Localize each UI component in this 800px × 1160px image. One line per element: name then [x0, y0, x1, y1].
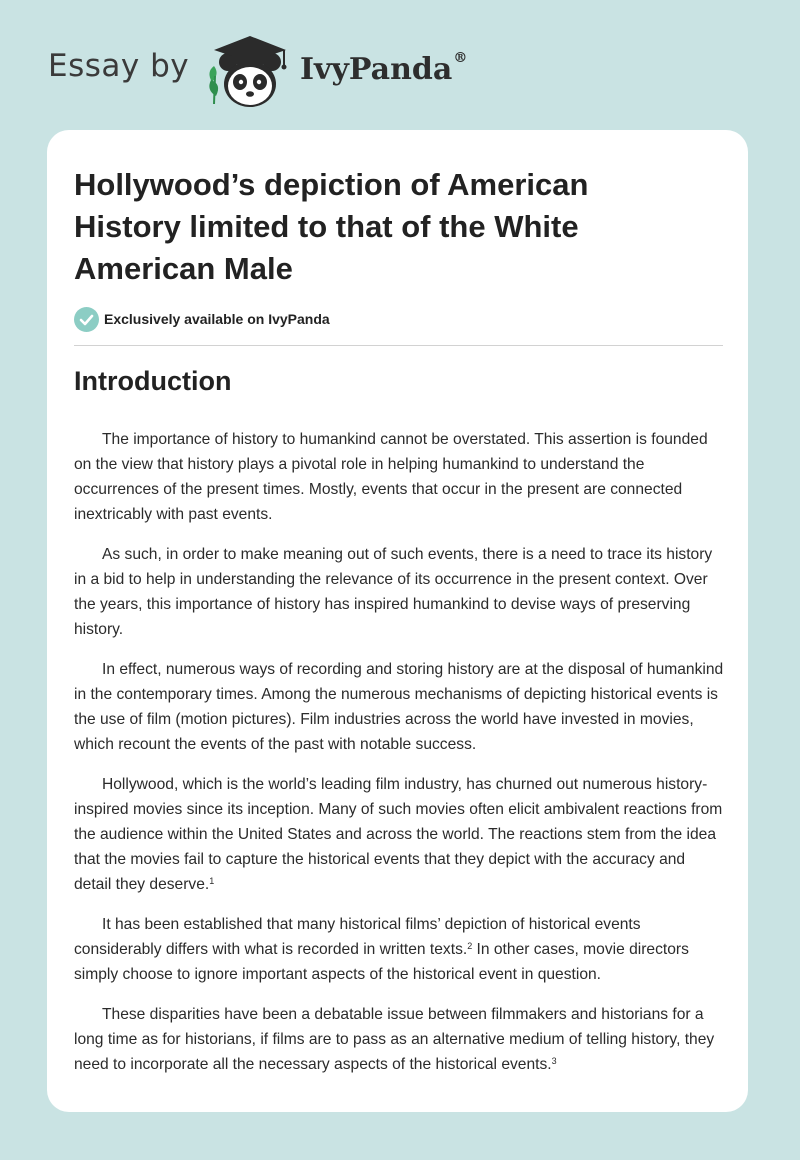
paragraph: Hollywood, which is the world’s leading film industry, has churned out numerous history-inspired movies since its inception. Many of such movies often elicit ambivalent reactions from the audience within the United States and across the world. The reactions stem from the idea that the movies fail to capture the historical events that they depict with the accuracy and detail they deserve.$^1$	[74, 776, 723, 893]
divider	[74, 345, 723, 346]
exclusive-badge	[74, 306, 330, 332]
paragraph: These disparities have been a debatable issue between filmmakers and historians for a long time as for historians, if films are to pass as an alternative medium of telling history, they need to incorporate all the necessary aspects of the historical events.$^3$	[74, 1006, 715, 1073]
essay-title: Hollywood’s depiction of American History limited to that of the White American Male	[74, 167, 589, 286]
paragraph: In effect, numerous ways of recording and storing history are at the disposal of humankind in the contemporary times. Among the numerous mechanisms of depicting historical events is the use of film (motion pictures). Film industries across the world have invested in movies, which recount the events of the past with notable success.	[74, 661, 724, 753]
footnote-ref[interactable]: 2	[467, 941, 473, 951]
footnote-ref[interactable]: 3	[551, 1056, 557, 1066]
footnote-ref[interactable]: 1	[209, 876, 215, 886]
exclusive-label: Exclusively available on IvyPanda	[104, 311, 330, 327]
essay-by-label: Essay by	[48, 48, 190, 84]
ivy-leaf-icon	[209, 66, 218, 104]
paragraph: As such, in order to make meaning out of such events, there is a need to trace its history in a bid to help in understanding the relevance of its occurrence in the present context. Over the years, this importance of history has inspired humankind to devise ways of preserving history.	[74, 546, 713, 638]
section-heading: Introduction	[74, 366, 232, 396]
paragraph: It has been established that many historical films’ depiction of historical events considerably differs with what is recorded in written texts.$^2$ In other cases, movie directors simply choose to ignore important aspects of the historical event in question.	[74, 916, 689, 983]
check-circle-icon	[74, 307, 99, 332]
registered-mark: ®	[453, 50, 468, 66]
panda-logo-icon[interactable]	[202, 32, 294, 110]
essay-body	[74, 427, 726, 1092]
paragraph: The importance of history to humankind cannot be overstated. This assertion is founded on the view that history plays a pivotal role in helping humankind to understand the occurrences of the present times. Mostly, events that occur in the present are connected inextricably with past events.	[74, 431, 708, 523]
essay-card	[47, 130, 748, 1112]
brand-name[interactable]: IvyPanda®	[300, 50, 468, 87]
site-header	[48, 30, 648, 110]
